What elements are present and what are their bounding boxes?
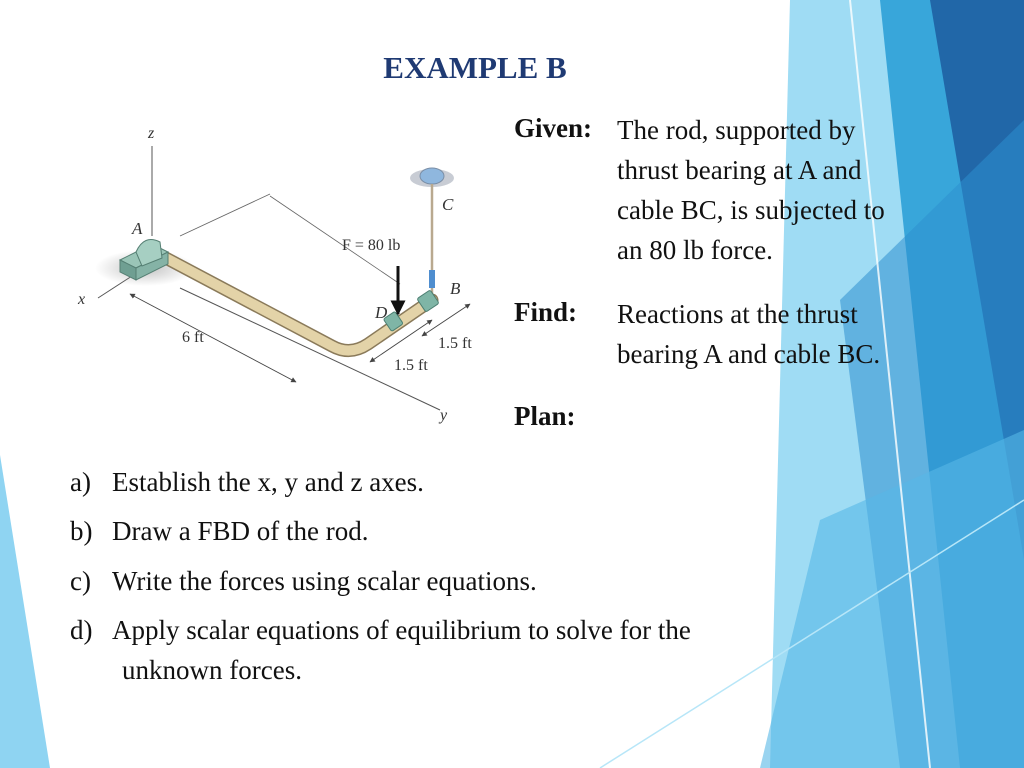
find-label: Find:	[514, 297, 578, 327]
given-line: The rod, supported by	[617, 115, 856, 145]
z-axis-label: z	[148, 125, 155, 142]
plan-label: Plan:	[514, 401, 576, 431]
rod-diagram	[70, 118, 490, 430]
given-line: an 80 lb force.	[617, 235, 773, 265]
step-text: Write the forces using scalar equations.	[112, 566, 537, 596]
point-d-label: D	[375, 303, 388, 322]
given-text	[617, 110, 885, 270]
slide-title: EXAMPLE B	[383, 50, 567, 85]
y-axis-label: y	[440, 407, 448, 424]
plan-step-b	[70, 511, 368, 551]
step-text-continued: unknown forces.	[122, 655, 302, 685]
find-line: Reactions at the thrust	[617, 299, 858, 329]
dimension-1-5ft-upper-label: 1.5 ft	[438, 335, 472, 352]
find-line: bearing A and cable BC.	[617, 339, 881, 369]
x-axis-label: x	[78, 291, 86, 308]
force-label: F = 80 lb	[342, 237, 401, 254]
plan-step-c	[70, 561, 537, 601]
step-letter: b)	[70, 516, 93, 546]
point-c-label: C	[442, 195, 454, 214]
step-letter: d)	[70, 615, 93, 645]
cable-connector	[429, 270, 435, 288]
left-corner-facet	[0, 455, 50, 768]
point-a-label: A	[132, 219, 143, 238]
dimension-1-5ft-lower-label: 1.5 ft	[394, 357, 428, 374]
step-text: Draw a FBD of the rod.	[112, 516, 369, 546]
step-text: Apply scalar equations of equilibrium to solve for the	[112, 615, 691, 645]
y-axis-line	[180, 288, 440, 410]
plan-step-d	[70, 610, 691, 690]
dimension-guide	[180, 194, 270, 236]
find-text	[617, 294, 880, 374]
given-line: cable BC, is subjected to	[617, 195, 885, 225]
dimension-6ft-label: 6 ft	[182, 329, 204, 346]
cable-anchor	[420, 168, 444, 184]
point-b-label: B	[450, 279, 461, 298]
step-letter: a)	[70, 467, 91, 497]
step-letter: c)	[70, 566, 91, 596]
step-text: Establish the x, y and z axes.	[112, 467, 424, 497]
plan-step-a	[70, 462, 424, 502]
given-label: Given:	[514, 113, 592, 143]
given-line: thrust bearing at A and	[617, 155, 862, 185]
